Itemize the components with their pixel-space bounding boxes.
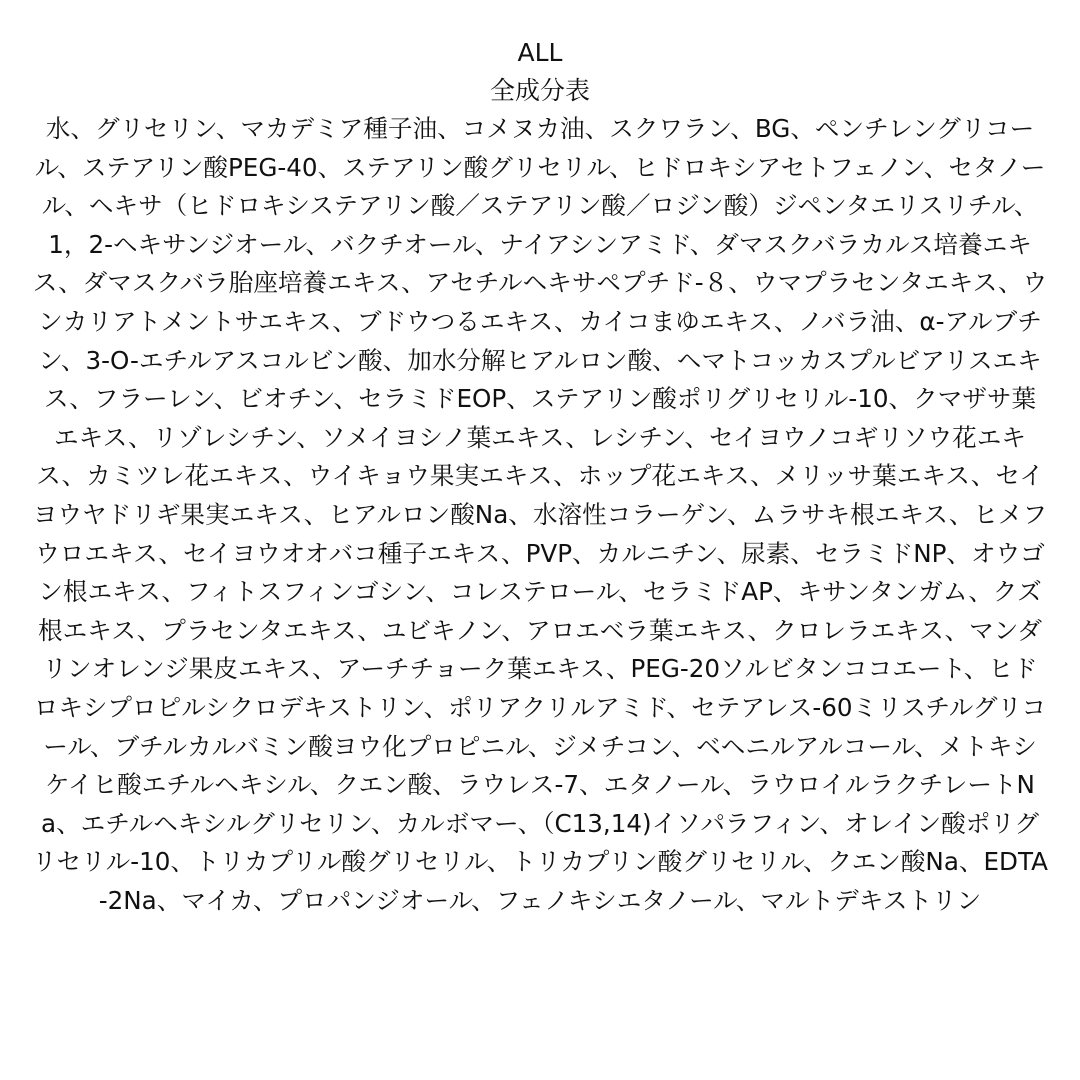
section-title: 全成分表	[489, 76, 590, 105]
ingredients-list: 水、グリセリン、マカデミア種子油、コメヌカ油、スクワラン、BG、ペンチレングリコール、ステアリン酸PEG-40、ステアリン酸グリセリル、ヒドロキシアセトフェノン、セタノール、ヘキサ（ヒドロキシステアリン酸／ステアリン酸／ロジン酸）ジペンタエリスリチル、1，2-ヘキサンジオール、バクチオール、ナイアシンアミド、ダマスクバラカルス培養エキス、ダマスクバラ胎座培養エキス、アセチルヘキサペプチド-８、ウマプラセンタエキス、ウンカリアトメントサエキス、ブドウつるエキス、カイコまゆエキス、ノバラ油、α-アルブチン、3-O-エチルアスコルビン酸、加水分解ヒアルロン酸、ヘマトコッカスプルビアリスエキス、フラーレン、ビオチン、セラミドEOP、ステアリン酸ポリグリセリル-10、クマザサ葉エキス、リゾレシチン、ソメイヨシノ葉エキス、レシチン、セイヨウノコギリソウ花エキス、カミツレ花エキス、ウイキョウ果実エキス、ホップ花エキス、メリッサ葉エキス、セイヨウヤドリギ果実エキス、ヒアルロン酸Na、水溶性コラーゲン、ムラサキ根エキス、ヒメフウロエキス、セイヨウオオバコ種子エキス、PVP、カルニチン、尿素、セラミドNP、オウゴン根エキス、フィトスフィンゴシン、コレステロール、セラミドAP、キサンタンガム、クズ根エキス、プラセンタエキス、ユビキノン、アロエベラ葉エキス、クロレラエキス、マンダリンオレンジ果皮エキス、アーチチョーク葉エキス、PEG-20ソルビタンココエート、ヒドロキシプロピルシクロデキストリン、ポリアクリルアミド、セテアレス-60ミリスチルグリコール、ブチルカルバミン酸ヨウ化プロピニル、ジメチコン、ベヘニルアルコール、メトキシケイヒ酸エチルヘキシル、クエン酸、ラウレス-7、エタノール、ラウロイルラクチレートNa、エチルヘキシルグリセリン、カルボマー、（C13,14)イソパラフィン、オレイン酸ポリグリセリル-10、トリカプリル酸グリセリル、トリカプリン酸グリセリル、クエン酸Na、EDTA-2Na、マイカ、プロパンジオール、フェノキシエタノール、マルトデキストリン	[32, 114, 1048, 915]
product-name: ALL	[517, 38, 563, 67]
